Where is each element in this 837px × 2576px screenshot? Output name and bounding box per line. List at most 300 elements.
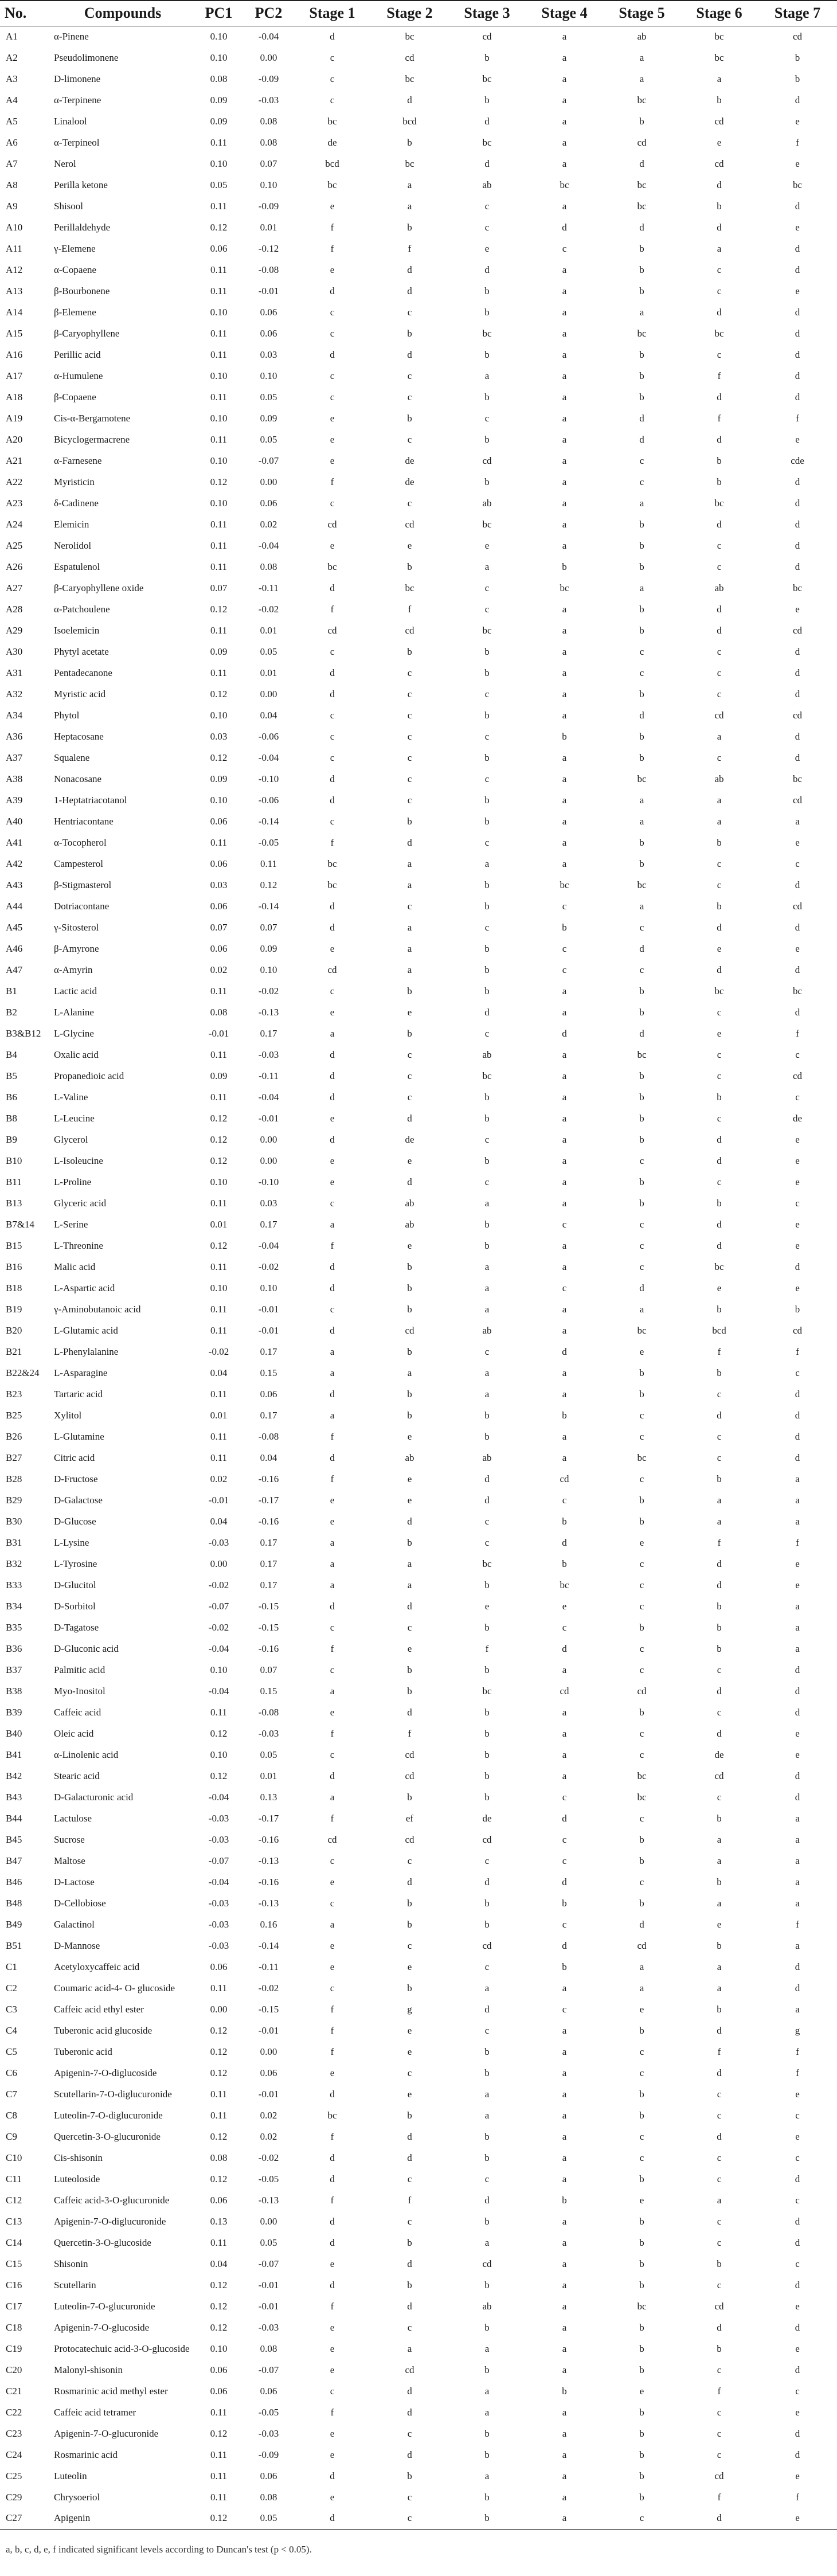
cell-compound: Elemicin	[54, 518, 89, 530]
cell-pc1: 0.12	[210, 603, 228, 615]
cell-stage-2: cd	[405, 2364, 414, 2375]
cell-stage-1: f	[330, 2131, 334, 2142]
cell-stage-7: d	[795, 879, 800, 890]
table-row	[0, 1299, 837, 1320]
cell-pc2: -0.04	[258, 1240, 279, 1251]
cell-stage-1: c	[330, 1303, 335, 1315]
cell-no: B39	[6, 1706, 22, 1718]
table-row	[0, 238, 837, 259]
cell-pc1: 0.11	[210, 1388, 228, 1400]
cell-stage-7: a	[795, 1473, 800, 1484]
cell-pc2: -0.03	[258, 2321, 279, 2333]
cell-no: A47	[6, 964, 23, 975]
cell-stage-5: b	[639, 1197, 644, 1209]
cell-stage-1: d	[330, 582, 335, 593]
cell-stage-2: c	[407, 752, 412, 763]
cell-stage-2: e	[407, 1961, 412, 1972]
cell-stage-6: c	[717, 1112, 722, 1124]
table-row	[0, 1468, 837, 1490]
cell-stage-3: b	[484, 52, 490, 63]
cell-stage-7: d	[795, 1006, 800, 1018]
table-row	[0, 26, 837, 47]
cell-no: A10	[6, 221, 23, 233]
cell-no: A31	[6, 667, 23, 678]
cell-stage-3: c	[484, 730, 490, 742]
table-row	[0, 2126, 837, 2147]
cell-stage-4: a	[562, 2428, 567, 2439]
cell-no: B9	[6, 1133, 17, 1145]
cell-stage-6: bc	[714, 1261, 724, 1272]
table-row	[0, 1787, 837, 1808]
cell-stage-2: a	[407, 200, 412, 212]
cell-no: B33	[6, 1579, 22, 1590]
cell-stage-2: cd	[405, 52, 414, 63]
cell-pc2: 0.06	[260, 306, 277, 318]
cell-stage-1: d	[330, 1091, 335, 1103]
cell-stage-5: c	[639, 1749, 644, 1760]
cell-stage-7: e	[795, 1282, 800, 1293]
cell-stage-6: d	[680, 2508, 758, 2529]
cell-stage-6: ab	[714, 582, 724, 593]
cell-stage-6: c	[717, 2152, 722, 2163]
cell-stage-6: b	[717, 1473, 722, 1484]
cell-compound: α-Terpinene	[54, 94, 101, 105]
table-row	[0, 1511, 837, 1532]
cell-no: B25	[6, 1409, 22, 1421]
cell-no: B32	[6, 1558, 22, 1569]
cell-no: C21	[6, 2385, 22, 2397]
cell-stage-1: f	[330, 603, 334, 615]
cell-stage-6: b	[717, 1091, 722, 1103]
cell-compound: α-Farnesene	[54, 455, 102, 466]
cell-pc1: 0.01	[210, 1218, 228, 1230]
cell-compound: Espatulenol	[54, 561, 100, 572]
cell-stage-7: e	[795, 603, 800, 615]
cell-stage-3: b	[484, 2131, 490, 2142]
cell-stage-1: e	[330, 1515, 335, 1527]
cell-stage-3: d	[484, 1473, 490, 1484]
cell-no: B26	[6, 1430, 22, 1442]
cell-stage-7: c	[795, 2194, 800, 2206]
cell-pc2: -0.06	[258, 794, 279, 806]
cell-pc2: -0.08	[258, 264, 279, 275]
cell-stage-1: c	[330, 327, 335, 339]
cell-pc2: -0.05	[258, 2173, 279, 2184]
cell-stage-1: c	[330, 646, 335, 657]
table-row	[0, 1808, 837, 1829]
cell-stage-1: d	[330, 1282, 335, 1293]
cell-stage-1: e	[330, 1940, 335, 1951]
cell-pc1: 0.12	[210, 1155, 228, 1166]
table-row	[0, 662, 837, 683]
cell-no: C22	[6, 2406, 22, 2418]
cell-stage-7: cd	[792, 1070, 803, 1081]
cell-stage-4: a	[562, 349, 567, 360]
cell-no: C23	[6, 2428, 22, 2439]
cell-stage-5: c	[639, 1473, 644, 1484]
cell-stage-4: a	[562, 985, 567, 996]
cell-stage-4: b	[562, 1961, 567, 1972]
cell-compound: Oxalic acid	[54, 1049, 99, 1060]
cell-stage-1: a	[330, 1685, 335, 1697]
cell-stage-2: b	[407, 2237, 412, 2248]
cell-stage-4: b	[562, 2385, 567, 2397]
cell-stage-7: e	[795, 158, 800, 169]
table-row	[0, 2380, 837, 2402]
cell-stage-1: cd	[327, 518, 337, 530]
cell-stage-5: b	[639, 624, 644, 636]
cell-no: C24	[6, 2449, 22, 2460]
cell-stage-1: f	[330, 836, 334, 848]
cell-pc1: 0.11	[210, 391, 228, 402]
cell-pc2: 0.06	[260, 327, 277, 339]
cell-stage-2: c	[407, 667, 412, 678]
cell-stage-3: ab	[482, 179, 492, 190]
cell-stage-7: b	[795, 52, 800, 63]
cell-pc2: -0.01	[258, 2300, 279, 2312]
cell-stage-6: b	[717, 1197, 722, 1209]
cell-stage-6: d	[717, 179, 722, 190]
cell-stage-5: d	[639, 943, 644, 954]
cell-stage-3: b	[484, 1749, 490, 1760]
cell-stage-5: b	[639, 985, 644, 996]
cell-stage-1: e	[330, 2449, 335, 2460]
cell-stage-3: d	[484, 158, 490, 169]
cell-stage-1: f	[330, 2194, 334, 2206]
cell-compound: Acetyloxycaffeic acid	[54, 1961, 140, 1972]
cell-stage-6: b	[717, 900, 722, 912]
cell-stage-7: e	[795, 1155, 800, 1166]
cell-stage-4: a	[562, 455, 567, 466]
cell-compound: Cis-α-Bergamotene	[54, 412, 131, 424]
cell-compound: L-Aspartic acid	[54, 1282, 115, 1293]
cell-stage-4: a	[562, 1049, 567, 1060]
cell-compound: Scutellarin	[54, 2279, 96, 2290]
table-row	[0, 938, 837, 959]
cell-stage-2: de	[405, 1133, 414, 1145]
cell-pc1: 0.12	[210, 2300, 228, 2312]
cell-pc1: 0.09	[210, 94, 228, 105]
cell-compound: α-Copaene	[54, 264, 97, 275]
cell-stage-2: b	[407, 1982, 412, 1993]
cell-stage-1: a	[330, 1579, 335, 1590]
table-row	[0, 302, 837, 323]
cell-stage-1: f	[330, 1473, 334, 1484]
cell-stage-3: b	[484, 2067, 490, 2078]
cell-stage-4: d	[562, 1940, 567, 1951]
cell-stage-1: cd	[327, 624, 337, 636]
cell-pc1: 0.11	[210, 136, 228, 148]
cell-stage-2: c	[407, 1070, 412, 1081]
cell-stage-7: d	[795, 2173, 800, 2184]
cell-stage-5: c	[639, 2152, 644, 2163]
cell-stage-7: d	[795, 1430, 800, 1442]
cell-compound: Myo-Inositol	[54, 1685, 105, 1697]
cell-stage-2: b	[407, 1664, 412, 1675]
cell-stage-7: e	[795, 285, 800, 296]
cell-pc1: 0.11	[210, 1261, 228, 1272]
cell-stage-3: b	[484, 1791, 490, 1803]
cell-compound: Protocatechuic acid-3-O-glucoside	[54, 2343, 190, 2354]
cell-pc2: 0.00	[260, 1133, 277, 1145]
cell-no: A15	[6, 327, 23, 339]
cell-stage-2: c	[371, 2508, 448, 2529]
cell-stage-5: b	[639, 1091, 644, 1103]
cell-stage-1: a	[330, 1918, 335, 1930]
table-row	[0, 2317, 837, 2338]
cell-stage-5: c	[639, 1430, 644, 1442]
cell-stage-7: bc	[792, 985, 803, 996]
cell-stage-2: d	[407, 1176, 412, 1187]
cell-compound: Nerolidol	[54, 540, 92, 551]
cell-compound: L-Leucine	[54, 1112, 95, 1124]
cell-stage-7: cd	[792, 1324, 803, 1336]
cell-stage-3: b	[484, 1579, 490, 1590]
cell-pc1: 0.11	[210, 667, 228, 678]
cell-no: C9	[6, 2131, 17, 2142]
cell-stage-4: a	[562, 2321, 567, 2333]
cell-stage-6: d	[717, 433, 722, 445]
cell-compound: Caffeic acid tetramer	[54, 2406, 136, 2418]
cell-stage-4: a	[562, 624, 567, 636]
cell-compound: Perillic acid	[54, 349, 101, 360]
cell-no: A11	[6, 243, 22, 254]
cell-stage-2: c	[407, 433, 412, 445]
cell-stage-2: a	[407, 1558, 412, 1569]
cell-pc2: -0.13	[258, 2194, 279, 2206]
cell-stage-3: b	[484, 2364, 490, 2375]
cell-pc1: 0.12	[210, 1133, 228, 1145]
cell-stage-2: c	[407, 900, 412, 912]
cell-stage-4: c	[562, 900, 567, 912]
cell-stage-1: d	[330, 1388, 335, 1400]
cell-stage-2: b	[407, 2279, 412, 2290]
cell-stage-4: a	[562, 2046, 567, 2057]
cell-stage-4: a	[562, 497, 567, 509]
cell-stage-1: f	[330, 1727, 334, 1739]
cell-stage-5: b	[639, 1897, 644, 1909]
cell-stage-1: d	[330, 30, 335, 42]
cell-pc2: -0.02	[258, 1261, 279, 1272]
table-row	[0, 450, 837, 471]
table-row	[0, 1659, 837, 1680]
cell-stage-6: b	[717, 94, 722, 105]
cell-compound: L-Tyrosine	[54, 1558, 97, 1569]
cell-stage-2: a	[407, 179, 412, 190]
cell-stage-2: d	[407, 836, 412, 848]
cell-stage-6: a	[717, 1982, 722, 1993]
cell-compound: α-Pinene	[54, 30, 89, 42]
cell-pc1: 0.12	[210, 1240, 228, 1251]
cell-stage-6: a	[717, 815, 722, 827]
cell-stage-1: c	[330, 94, 335, 105]
cell-stage-2: e	[407, 1006, 412, 1018]
cell-stage-6: c	[717, 561, 722, 572]
cell-no: B38	[6, 1685, 22, 1697]
cell-stage-3: b	[484, 1897, 490, 1909]
cell-no: B15	[6, 1240, 22, 1251]
cell-stage-4: d	[562, 221, 567, 233]
cell-pc2: -0.16	[258, 1473, 279, 1484]
cell-no: A17	[6, 370, 23, 381]
cell-stage-2: a	[407, 1367, 412, 1378]
cell-stage-6: ab	[714, 773, 724, 784]
table-row	[0, 917, 837, 938]
cell-stage-2: cd	[405, 1324, 414, 1336]
cell-stage-1: c	[330, 752, 335, 763]
cell-stage-3: a	[484, 1303, 490, 1315]
cell-stage-1: d	[330, 1770, 335, 1781]
cell-pc2: -0.02	[258, 985, 279, 996]
cell-stage-7: c	[795, 2385, 800, 2397]
cell-pc1: 0.12	[210, 1727, 228, 1739]
cell-stage-5: c	[639, 455, 644, 466]
cell-stage-2: c	[407, 1855, 412, 1866]
cell-stage-7: d	[795, 476, 800, 487]
cell-stage-1: d	[330, 1452, 335, 1463]
cell-pc1: 0.11	[210, 985, 228, 996]
cell-pc2: -0.15	[258, 1600, 279, 1612]
cell-stage-7: e	[795, 1749, 800, 1760]
cell-stage-7: a	[795, 1600, 800, 1612]
cell-stage-4: a	[562, 136, 567, 148]
cell-pc2: 0.05	[260, 1749, 277, 1760]
cell-no: A41	[6, 836, 23, 848]
cell-stage-5: b	[639, 2237, 644, 2248]
cell-stage-1: e	[330, 455, 335, 466]
cell-pc1: 0.11	[210, 433, 228, 445]
cell-stage-2: cd	[405, 1749, 414, 1760]
cell-pc2: 0.06	[260, 497, 277, 509]
cell-stage-6: c	[717, 688, 722, 699]
cell-stage-4: a	[562, 433, 567, 445]
cell-stage-5: b	[639, 561, 644, 572]
cell-compound: δ-Cadinene	[54, 497, 99, 509]
cell-pc2: 0.00	[260, 476, 277, 487]
cell-stage-2: c	[407, 370, 412, 381]
cell-no: B28	[6, 1473, 22, 1484]
cell-stage-7: d	[795, 2279, 800, 2290]
cell-stage-1: c	[330, 73, 335, 84]
cell-compound: α-Tocopherol	[54, 836, 107, 848]
cell-stage-2: c	[407, 709, 412, 721]
cell-pc2: 0.10	[260, 964, 277, 975]
cell-no: A9	[6, 200, 18, 212]
cell-compound: D-Glucose	[54, 1515, 96, 1527]
cell-stage-4: a	[562, 264, 567, 275]
table-row	[0, 429, 837, 450]
cell-no: B23	[6, 1388, 22, 1400]
cell-stage-7: e	[795, 1133, 800, 1145]
cell-stage-3: e	[484, 243, 490, 254]
cell-stage-5: bc	[637, 179, 647, 190]
cell-stage-4: b	[562, 2194, 567, 2206]
cell-no: A38	[6, 773, 23, 784]
table-row	[0, 280, 837, 302]
cell-pc1: 0.11	[210, 285, 228, 296]
cell-stage-4: a	[562, 1982, 567, 1993]
cell-pc2: -0.14	[258, 900, 279, 912]
cell-pc1: 0.06	[210, 1961, 228, 1972]
cell-stage-2: e	[407, 1155, 412, 1166]
cell-stage-5: b	[639, 1855, 644, 1866]
cell-no: B37	[6, 1664, 22, 1675]
table-row	[0, 174, 837, 196]
cell-stage-2: b	[407, 2109, 412, 2121]
cell-stage-6: e	[717, 1282, 722, 1293]
cell-stage-2: e	[407, 1473, 412, 1484]
cell-compound: Apigenin	[52, 2508, 194, 2529]
cell-pc2: 0.08	[260, 2343, 277, 2354]
cell-stage-5: cd	[637, 1940, 647, 1951]
cell-pc1: -0.03	[208, 1812, 229, 1824]
table-row	[0, 726, 837, 747]
cell-pc2: -0.10	[258, 773, 279, 784]
cell-stage-4: cd	[560, 1685, 569, 1697]
cell-stage-6: c	[717, 2088, 722, 2100]
cell-pc1: 0.10	[210, 2343, 228, 2354]
table-row	[0, 535, 837, 556]
cell-compound: Nonacosane	[54, 773, 102, 784]
table-row	[0, 2147, 837, 2168]
cell-stage-6: c	[717, 667, 722, 678]
cell-pc2: -0.17	[258, 1812, 279, 1824]
table-row	[0, 471, 837, 492]
cell-stage-7: f	[796, 412, 799, 424]
header-stage-4: Stage 4	[526, 1, 603, 26]
cell-pc1: 0.03	[210, 730, 228, 742]
cell-pc2: 0.06	[260, 2385, 277, 2397]
cell-stage-7: e	[795, 2088, 800, 2100]
cell-no: A6	[6, 136, 18, 148]
cell-stage-3: a	[484, 2406, 490, 2418]
cell-no: C16	[6, 2279, 22, 2290]
table-row	[0, 2084, 837, 2105]
cell-stage-2: d	[407, 1706, 412, 1718]
cell-stage-2: c	[407, 2321, 412, 2333]
cell-pc2: 0.06	[260, 1388, 277, 1400]
cell-pc1: 0.12	[210, 2046, 228, 2057]
cell-stage-2: d	[407, 2152, 412, 2163]
cell-pc2: 0.17	[260, 1537, 277, 1548]
cell-compound: γ-Elemene	[54, 243, 96, 254]
cell-compound: α-Amyrin	[54, 964, 93, 975]
cell-stage-5: d	[639, 1918, 644, 1930]
cell-stage-3: b	[484, 476, 490, 487]
cell-stage-5: b	[639, 518, 644, 530]
cell-compound: Glycerol	[54, 1133, 88, 1145]
table-row	[0, 1850, 837, 1871]
cell-stage-3: b	[484, 1918, 490, 1930]
table-row	[0, 2487, 837, 2508]
cell-stage-3: c	[484, 921, 490, 933]
cell-stage-6: b	[717, 1940, 722, 1951]
cell-pc2: 0.08	[260, 115, 277, 127]
cell-stage-7: e	[795, 1579, 800, 1590]
cell-stage-7: e	[758, 2508, 837, 2529]
table-row	[0, 1426, 837, 1447]
cell-stage-3: b	[484, 349, 490, 360]
cell-pc2: -0.17	[258, 1494, 279, 1506]
cell-stage-1: e	[330, 1876, 335, 1887]
cell-stage-2: c	[407, 497, 412, 509]
table-row	[0, 2190, 837, 2211]
cell-stage-4: a	[562, 1388, 567, 1400]
cell-pc1: -0.01	[208, 1494, 229, 1506]
cell-stage-1: c	[330, 1664, 335, 1675]
cell-stage-3: a	[484, 1367, 490, 1378]
cell-stage-7: d	[795, 1791, 800, 1803]
